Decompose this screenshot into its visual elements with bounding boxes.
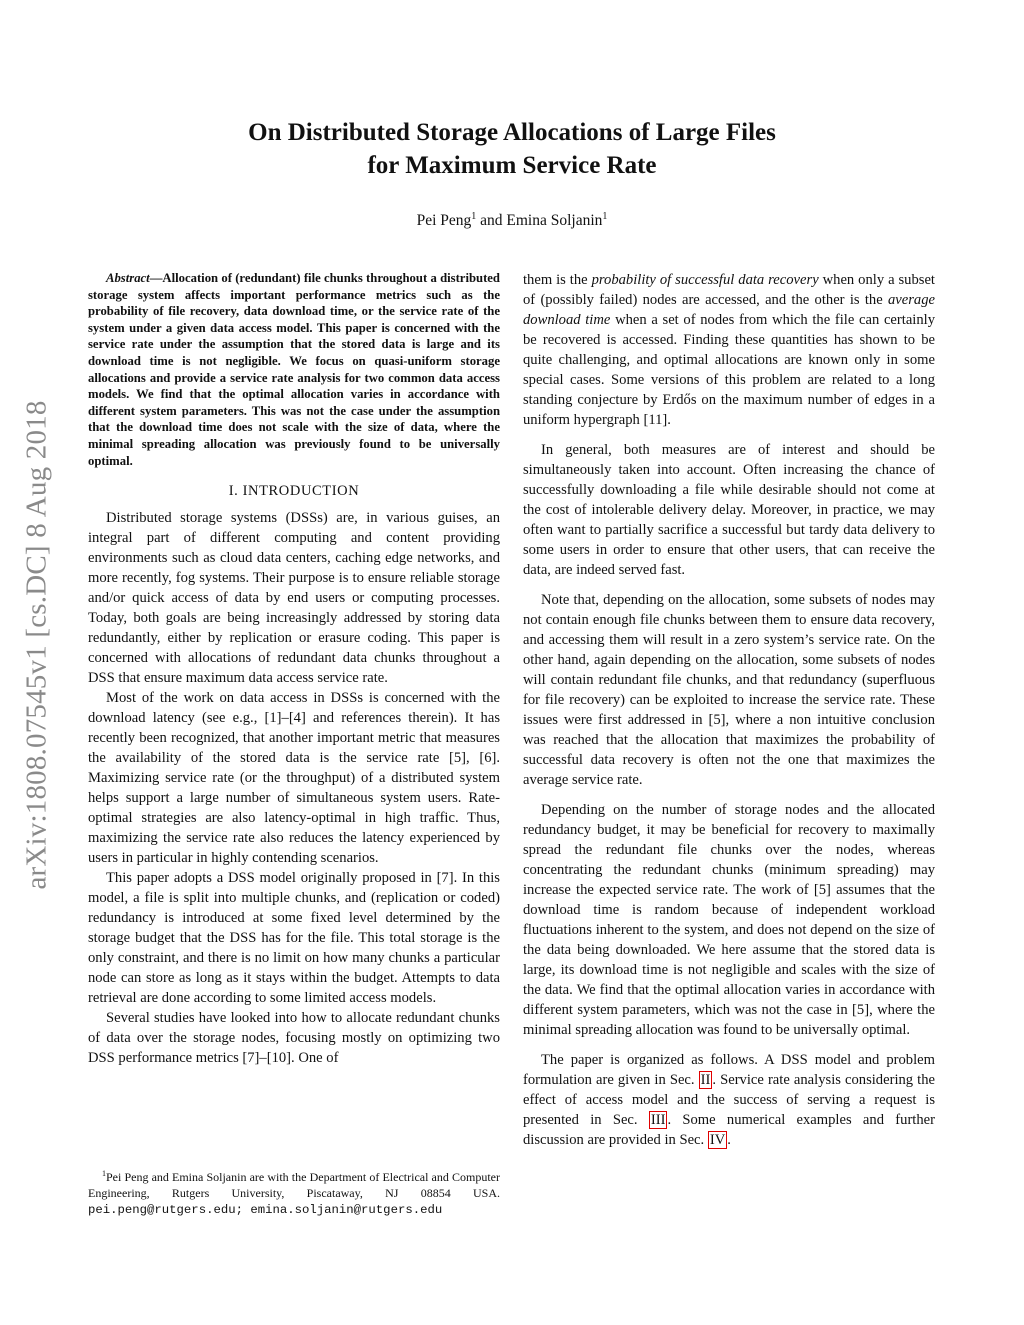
- right-column: [523, 270, 935, 1150]
- arxiv-stamp: arXiv:1808.07545v1 [cs.DC] 8 Aug 2018: [20, 400, 53, 890]
- section-link-ii[interactable]: II: [700, 1072, 711, 1088]
- intro-paragraph-1: Distributed storage systems (DSSs) are, in various guises, an integral part of different computing and content providing environments such as cloud data centers, caching edge networks, and more recently, fog systems. Their purpose is to ensure reliable storage and/or quick access of data by end users or computing processes. Today, both goals are being increasingly addressed by storing data redundantly, either by replication or erasure coding. This paper is concerned with allocations of redundant data chunks throughout a DSS that ensure maximum data access service rate.: [88, 510, 500, 687]
- intro-paragraph-3: This paper adopts a DSS model originally proposed in [7]. In this model, a file is split into multiple chunks, and (replication or coded) redundancy is introduced at some fixed level determined by the storage budget that the DSS has for the file. This total storage is the only constraint, and there is no limit on how many chunks a particular node can store as long as it stays within the budget. Attempts to data retrieval are done according to some limited access models.: [88, 870, 500, 1007]
- author-1: Pei Peng: [416, 212, 472, 230]
- right-p5-text-b: . Service rate analysis considering the effect of access model and the success of serving a request is presented in Sec.: [523, 1072, 936, 1128]
- abstract-label: Abstract: [106, 271, 150, 285]
- right-p5-text-c: . Some numerical examples and further discussion are provided in Sec.: [523, 1112, 935, 1148]
- abstract-text: Allocation of (redundant) file chunks throughout a distributed storage system affects important performance metrics such as the probability of file recovery, data download time, or the service rate of the system under a given data access model. This paper is concerned with the service rate under the assumption that the stored data is large and its download time is not negligible. We focus on quasi-uniform storage allocations and provide a service rate analysis for two common data access models. We find that the optimal allocation varies in accordance with different system parameters. This was not the case under the assumption that the download time does not scale with the size of data, where the minimal spreading allocation was previously found to be universally optimal.: [88, 271, 500, 468]
- email-pei-peng[interactable]: pei.peng@rutgers.edu: [88, 1203, 236, 1217]
- footnote-text: Pei Peng and Emina Soljanin are with the Department of Electrical and Computer Engineering, Rutgers University, Piscataway, NJ 08854 USA.: [88, 1170, 500, 1200]
- right-p1-text-c: when a set of nodes from which the file can certainly be recovered is accessed. Finding these quantities has shown to be quite challenging, and optimal allocations are known only in some special cases. Some versions of this problem are related to a long standing conjecture by Erdős on the maximum number of edges in a uniform hypergraph [11].: [523, 312, 935, 428]
- section-link-iv[interactable]: IV: [709, 1132, 726, 1148]
- affiliation-footnote: [88, 1166, 500, 1218]
- footnote-marker: 1: [102, 1169, 106, 1178]
- intro-paragraph-2: Most of the work on data access in DSSs is concerned with the download latency (see e.g., [1]–[4] and references therein). It has recently been recognized, that another important metric that measures the availability of the stored data is the service rate [5], [6]. Maximizing service rate (or the throughput) of a distributed system helps support a large number of simultaneous system users. Rate-optimal strategies are also latency-optimal in high traffic. Thus, maximizing the service rate also reduces the latency experienced by users in particular in highly contending scenarios.: [88, 690, 500, 867]
- title-line-1: On Distributed Storage Allocations of Large Files: [248, 119, 776, 146]
- right-p1-text-b: when only a subset of (possibly failed) nodes are accessed, and the other is the: [523, 272, 935, 308]
- right-paragraph-3: Note that, depending on the allocation, some subsets of nodes may not contain enough file chunks between them to ensure data recovery, and accessing them will result in a zero system’s service rate. On the other hand, again depending on the allocation, some subsets of nodes will contain redundant file chunks, and that redundancy (superfluous for file recovery) can be exploited to increase the service rate. These issues were first addressed in [5], where a non intuitive conclusion was reached that the allocation that maximizes the probability of successful data recovery is often not the one that maximizes the average service rate.: [523, 592, 935, 788]
- right-p1-text-a: them is the: [523, 272, 592, 288]
- author-1-affiliation: 1: [471, 211, 477, 222]
- author-2: Emina Soljanin: [506, 212, 603, 230]
- section-link-iii[interactable]: III: [650, 1112, 666, 1128]
- title-line-2: for Maximum Service Rate: [367, 152, 657, 179]
- left-column: [88, 270, 500, 1068]
- right-p5-text-d: .: [727, 1132, 731, 1148]
- email-separator: ;: [235, 1203, 251, 1217]
- paper-title: [0, 116, 1024, 182]
- abstract-dash: —: [149, 271, 163, 285]
- abstract: [88, 270, 500, 469]
- section-heading-introduction: I. INTRODUCTION: [228, 483, 360, 500]
- emphasis-average-download-time: average download time: [523, 292, 935, 328]
- emphasis-probability-of-recovery: probability of successful data recovery: [591, 272, 819, 288]
- intro-paragraph-4: Several studies have looked into how to allocate redundant chunks of data over the storage nodes, focusing mostly on optimizing two DSS performance metrics [7]–[10]. One of: [88, 1010, 500, 1067]
- right-paragraph-5: [523, 1050, 935, 1150]
- author-2-affiliation: 1: [602, 211, 608, 222]
- right-paragraph-4: Depending on the number of storage nodes and the allocated redundancy budget, it may be beneficial for recovery to maximally spread the redundant file chunks over the nodes, whereas concentrating the redundant chunks (minimum spreading) may increase the expected service rate. The work of [5] assumes that the download time is random because of independent workload fluctuations inherent to the system, and does not depend on the size of the data being downloaded. We here assume that the stored data is large, its download time is not negligible and scales with the size of the data. We find that the optimal allocation varies in accordance with different system parameters, which was not the case in [5], where the minimal spreading allocation was found to be universally optimal.: [523, 802, 935, 1038]
- right-p5-text-a: The paper is organized as follows. A DSS model and problem formulation are given in Sec.: [523, 1052, 935, 1088]
- right-paragraph-1: [523, 270, 935, 430]
- email-emina-soljanin[interactable]: emina.soljanin@rutgers.edu: [250, 1203, 443, 1217]
- author-conjunction: and: [476, 212, 507, 230]
- right-paragraph-2: In general, both measures are of interest and should be simultaneously taken into account. Often increasing the chance of successfully downloading a file while desirable should not come at the cost of intolerable delivery delay. Moreover, in practice, we may often want to partially sacrifice a successful but tardy data delivery to some users in order to ensure that other users, that can receive the data, are indeed served fast.: [523, 442, 935, 578]
- author-list: [0, 211, 1024, 230]
